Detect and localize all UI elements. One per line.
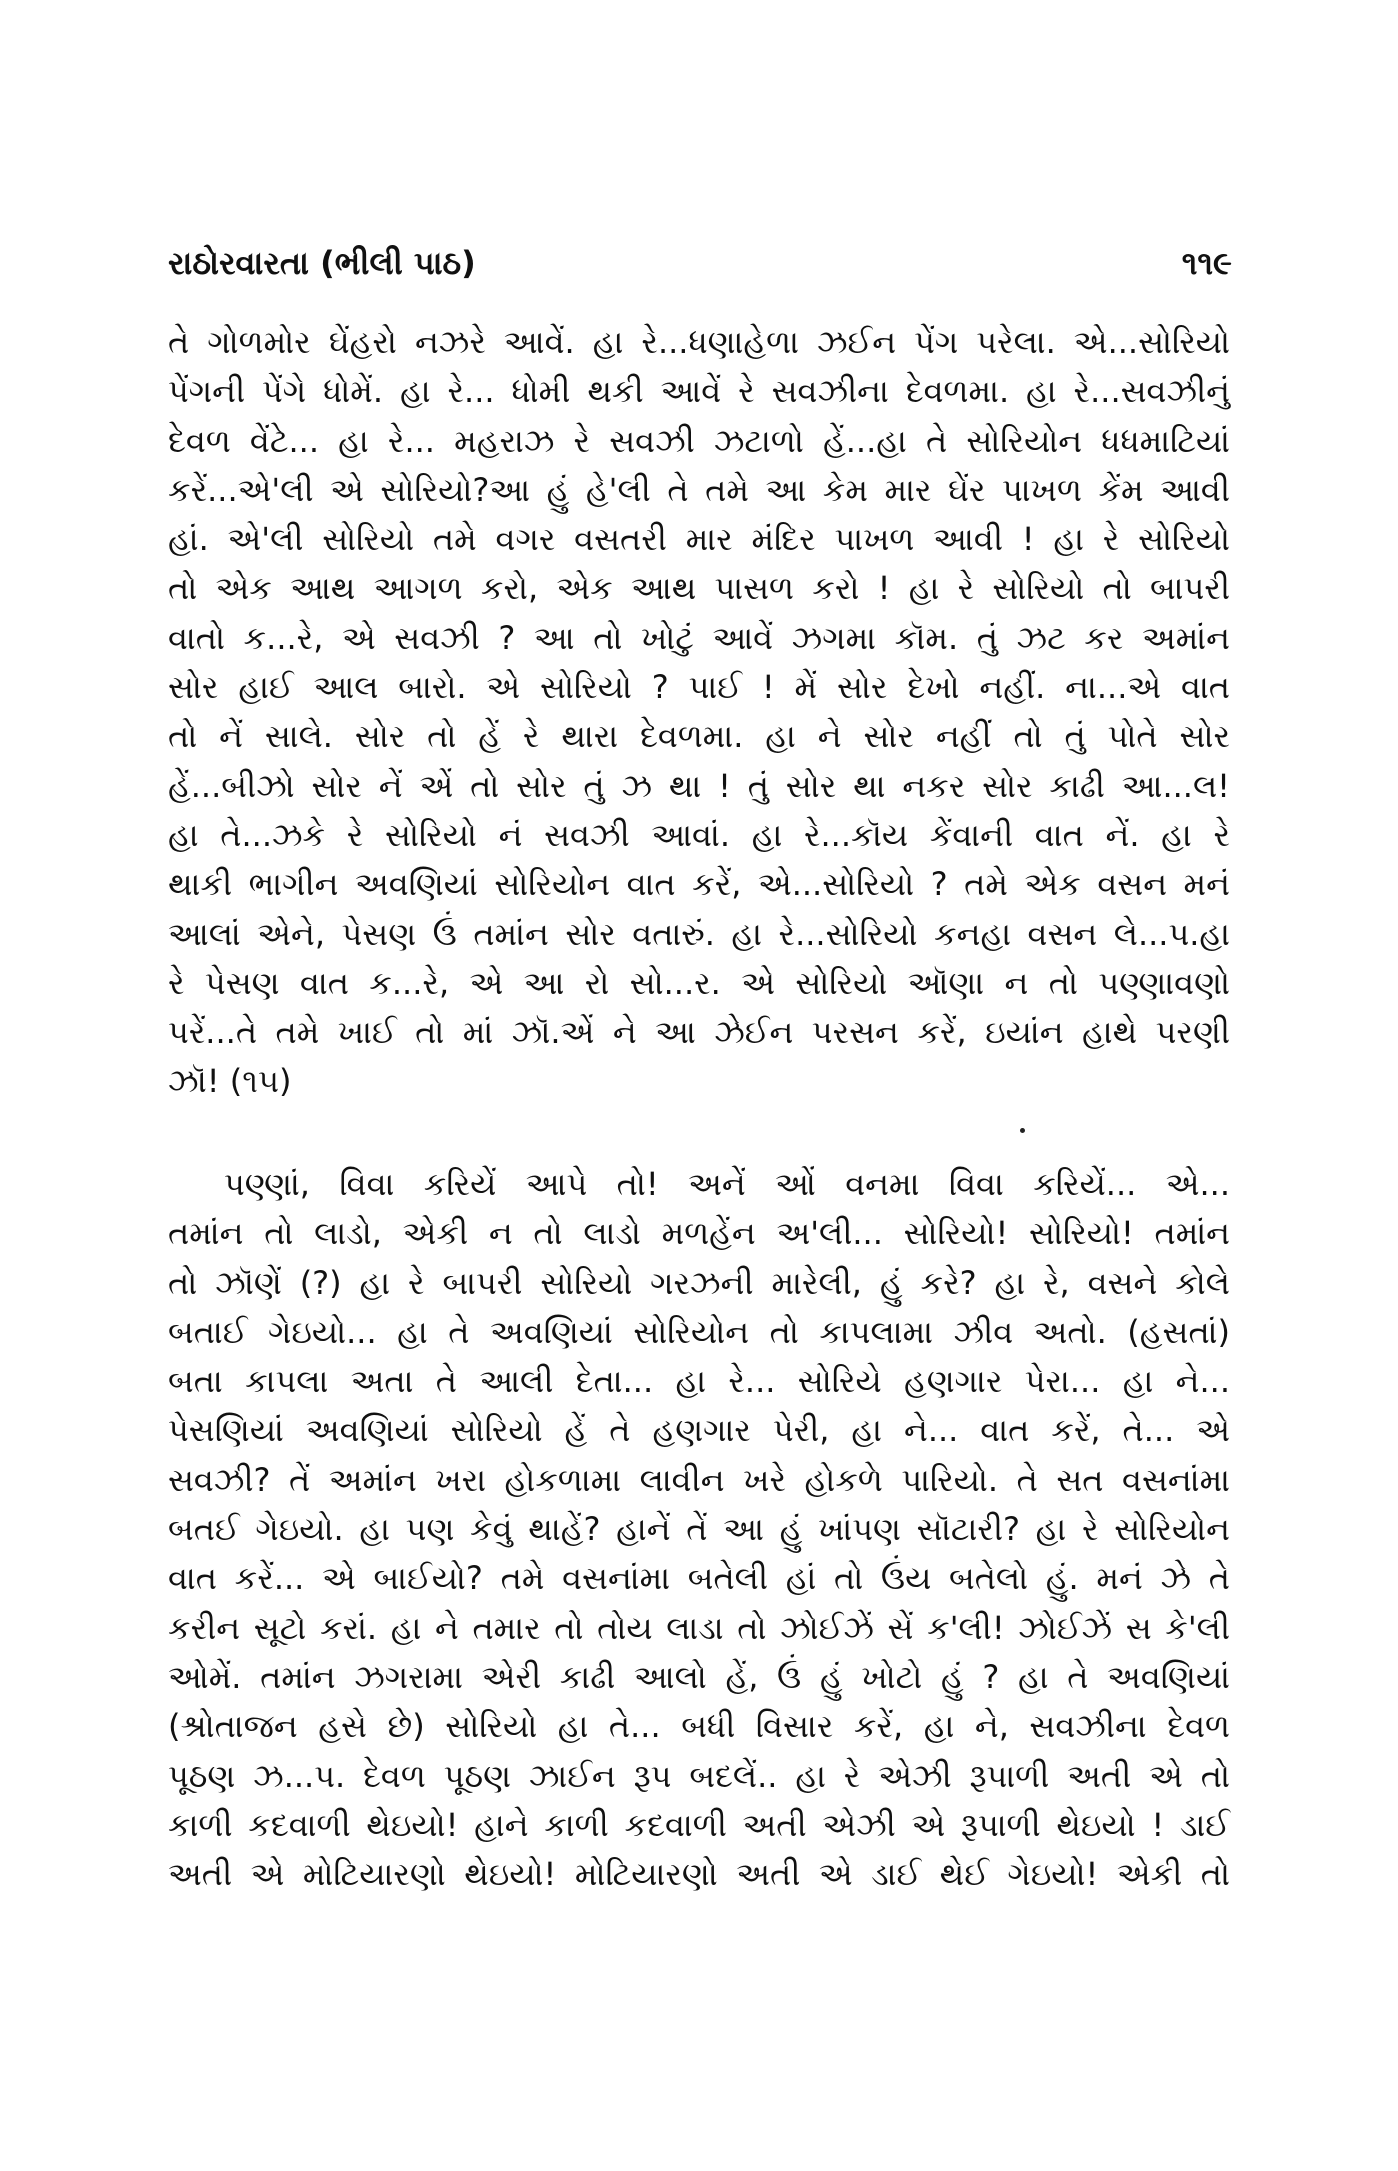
text-line: બતઈ ગેઇયો. હા પણ કેવું થાહેં? હાનેં તેં આ હું ખાંપણ સૉટારી? હા રે સોરિયોન [168,1510,1230,1549]
paragraph-2 [168,1160,1230,1899]
text-line: હાં. એ'લી સોરિયો તમે વગર વસતરી માર મંદિર પાખળ આવી ! હા રે સોરિયો [168,520,1230,559]
text-line: ઓમેં. તમાંન ઝગરામા એરી કાઢી આલો હેં, ઉં હું ખોટો હું ? હા તે અવણિયાં [168,1657,1230,1696]
text-line: પણ્ણાં, વિવા કરિયેં આપે તો! અનેં ઓં વનમા વિવા કરિયેં... એ... [224,1165,1230,1203]
text-line: હેં...બીઝો સોર નેં એં તો સોર તું ઝ થા ! તું સોર થા નકર સોર કાઢી આ...લ! [168,766,1230,805]
text-line: રે પેસણ વાત ક...રે, એ આ રો સો...ર. એ સોરિયો ઑણા ન તો પણ્ણાવણો [168,963,1230,1002]
text-line: કાળી કદવાળી થેઇયો! હાને કાળી કદવાળી અતી એઝી એ રૂપાળી થેઇયો ! ડાઈ [168,1805,1230,1844]
text-line: દેવળ વેંટે... હા રે... મહરાઝ રે સવઝી ઝટાળો હેં...હા તે સોરિયોન ધધમાટિયાં [168,421,1230,460]
running-header [168,238,1232,288]
page-number: ૧૧૯ [1181,244,1232,282]
text-line: સોર હાઈ આલ બારો. એ સોરિયો ? પાઈ ! મેં સોર દેખો નહીં. ના...એ વાત [168,668,1230,707]
text-line: વાત કરેં... એ બાઈયો? તમે વસનાંમા બતેલી હાં તો ઉંય બતેલો હું. મનં ઝે તે [168,1559,1230,1598]
text-line: તો એક આથ આગળ કરો, એક આથ પાસળ કરો ! હા રે સોરિયો તો બાપરી [168,569,1230,608]
page-header-title: રાઠોરવારતા (ભીલી પાઠ) [168,244,476,282]
text-line: પરેં...તે તમે ખાઈ તો માં ઝૉ.એં ને આ ઝેઈન પરસન કરેં, ઇયાંન હાથે પરણી [168,1013,1230,1052]
text-line: પૂઠણ ઝ...પ. દેવળ પૂઠણ ઝાઈન રૂપ બદલેં.. હા રે એઝી રૂપાળી અતી એ તો [168,1756,1230,1795]
text-line: પેંગની પેંગે ધોમેં. હા રે... ધોમી થકી આવેં રે સવઝીના દેવળમા. હા રે...સવઝીનું [168,372,1230,411]
text-line: તો નેં સાલે. સોર તો હેં રે થારા દેવળમા. હા ને સોર નહીં તો તું પોતે સોર [168,717,1230,756]
text-line: બતા કાપલા અતા તે આલી દેતા... હા રે... સોરિયે હણગાર પેરા... હા ને... [168,1362,1230,1401]
text-line: પેસણિયાં અવણિયાં સોરિયો હેં તે હણગાર પેરી, હા ને... વાત કરેં, તે... એ [168,1411,1230,1450]
text-line: વાતો ક...રે, એ સવઝી ? આ તો ખોટું આવેં ઝગમા કૉમ. તું ઝટ કર અમાંન [168,618,1230,657]
text-line: અતી એ મોટિયારણો થેઇયો! મોટિયારણો અતી એ ડાઈ થેઈ ગેઇયો! એકી તો [168,1855,1230,1894]
text-line: ઝૉ! (૧૫) [168,1062,292,1101]
text-line: થાકી ભાગીન અવણિયાં સોરિયોન વાત કરેં, એ...સોરિયો ? તમે એક વસન મનં [168,865,1230,904]
text-line: બતાઈ ગેઇયો... હા તે અવણિયાં સોરિયોન તો કાપલામા ઝીવ અતો. (હસતાં) [168,1312,1230,1351]
text-line: કરેં...એ'લી એ સોરિયો?આ હું હે'લી તે તમે આ કેમ માર ઘેંર પાખળ કેંમ આવી [168,470,1230,509]
stray-dot [1020,1128,1025,1133]
text-line: (શ્રોતાજન હસે છે) સોરિયો હા તે... બધી વિસાર કરેં, હા ને, સવઝીના દેવળ [168,1707,1230,1746]
text-line: તે ગોળમોર ઘેંહરો નઝરે આવેં. હા રે...ધણાહેળા ઝઈન પેંગ પરેલા. એ...સોરિયો [168,323,1230,361]
text-line: કરીન સૂટો કરાં. હા ને તમાર તો તોય લાડા તો ઝોઈઝેં સેં ક'લી! ઝોઈઝેં સ કે'લી [168,1608,1230,1647]
text-line: તો ઝૉણેં (?) હા રે બાપરી સોરિયો ગરઝની મારેલી, હું કરે? હા રે, વસને કોલે [168,1263,1230,1302]
paragraph-1 [168,318,1230,1107]
text-line: આલાં એને, પેસણ ઉં તમાંન સોર વતારું. હા રે...સોરિયો કનહા વસન લે...પ.હા [168,914,1230,953]
text-line: હા તે...ઝકે રે સોરિયો નં સવઝી આવાં. હા રે...કૉય કેંવાની વાત નેં. હા રે [168,815,1230,854]
text-line: તમાંન તો લાડો, એકી ન તો લાડો મળહેંન અ'લી... સોરિયો! સોરિયો! તમાંન [168,1214,1230,1253]
text-line: સવઝી? તેં અમાંન ખરા હોકળામા લાવીન ખરે હોકળે પારિયો. તે સત વસનાંમા [168,1460,1230,1499]
